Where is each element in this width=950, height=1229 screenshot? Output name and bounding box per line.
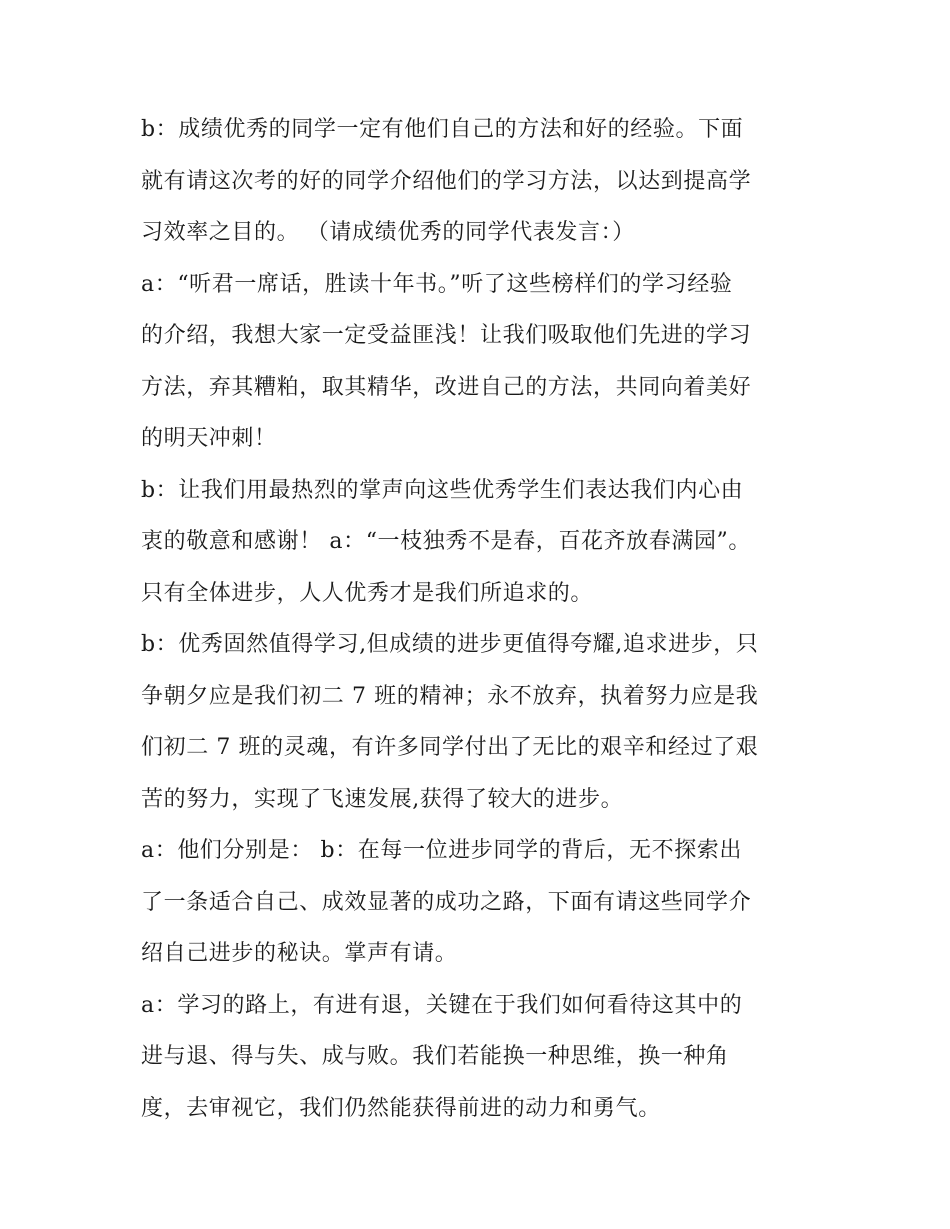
text-line: 了一条适合自己、成效显著的成功之路，下面有请这些同学介 <box>141 889 752 915</box>
text-line: 方法，弃其糟粕，取其精华，改进自己的方法，共同向着美好 <box>141 374 752 400</box>
text-line: 的介绍，我想大家一定受益匪浅！让我们吸取他们先进的学习 <box>141 323 752 348</box>
text-line: b：让我们用最热烈的掌声向这些优秀学生们表达我们内心由 <box>141 477 744 503</box>
text-line: b：优秀固然值得学习,但成绩的进步更值得夸耀,追求进步，只 <box>141 632 759 657</box>
text-line: a：学习的路上，有进有退，关键在于我们如何看待这其中的 <box>141 992 743 1018</box>
paragraph-1 <box>141 118 821 1148</box>
text-line: a：“听君一席话，胜读十年书。”听了这些榜样们的学习经验 <box>141 271 733 297</box>
text-line: 进与退、得与失、成与败。我们若能换一种思维，换一种角 <box>141 1044 729 1069</box>
text-line: 度，去审视它，我们仍然能获得前进的动力和勇气。 <box>141 1095 661 1121</box>
text-line: 绍自己进步的秘诀。掌声有请。 <box>141 941 458 966</box>
text-line: 只有全体进步，人人优秀才是我们所追求的。 <box>141 580 594 606</box>
text-line: 习效率之目的。 （请成绩优秀的同学代表发言：） <box>141 220 635 245</box>
text-line: 衷的敬意和感谢！ a：“一枝独秀不是春，百花齐放春满园”。 <box>141 529 752 554</box>
text-line: 苦的努力，实现了飞速发展,获得了较大的进步。 <box>141 786 624 812</box>
text-line: 争朝夕应是我们初二 7 班的精神；永不放弃，执着努力应是我 <box>141 683 759 709</box>
text-line: b：成绩优秀的同学一定有他们自己的方法和好的经验。下面 <box>141 117 744 142</box>
text-line: a：他们分别是： b：在每一位进步同学的背后，无不探索出 <box>141 838 742 863</box>
text-line: 们初二 7 班的灵魂，有许多同学付出了无比的艰辛和经过了艰 <box>141 735 759 760</box>
text-line: 的明天冲刺！ <box>141 426 277 451</box>
text-line: 就有请这次考的好的同学介绍他们的学习方法，以达到提高学 <box>141 168 752 194</box>
